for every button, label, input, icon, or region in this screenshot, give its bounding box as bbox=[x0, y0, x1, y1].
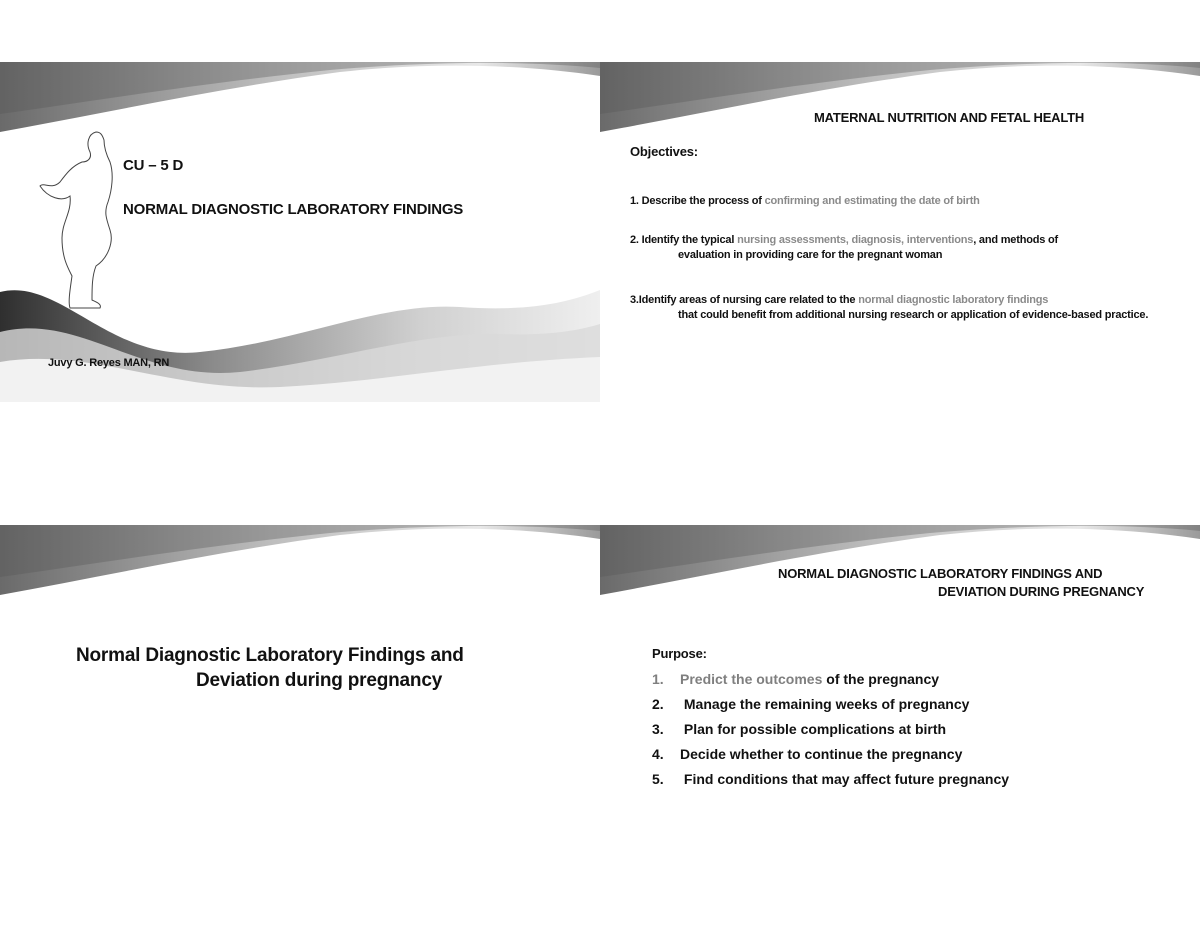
list-item bbox=[652, 744, 1009, 769]
objective-item bbox=[630, 233, 1190, 263]
list-number: 4. bbox=[652, 746, 664, 762]
slide-purpose bbox=[600, 525, 1200, 865]
author-name: Juvy G. Reyes MAN, RN bbox=[48, 357, 170, 369]
list-number: 1. bbox=[652, 671, 664, 687]
slide-title bbox=[0, 62, 600, 402]
list-text: of the pregnancy bbox=[822, 671, 940, 687]
objective-continuation: evaluation in providing care for the pregnant woman bbox=[678, 249, 943, 261]
objective-item bbox=[630, 194, 1190, 209]
objective-text: 1. Describe the process of bbox=[630, 195, 765, 207]
objective-text: , and methods of bbox=[973, 234, 1059, 246]
list-text: Plan for possible complications at birth bbox=[680, 721, 947, 737]
section-title-line: Deviation during pregnancy bbox=[196, 670, 443, 691]
list-text: Decide whether to continue the pregnancy bbox=[680, 746, 963, 762]
objective-highlight: confirming and estimating the date of birth bbox=[764, 195, 980, 207]
section-title-line: Normal Diagnostic Laboratory Findings and bbox=[76, 645, 464, 666]
pregnant-woman-silhouette-icon bbox=[40, 132, 112, 308]
objective-text: 3.Identify areas of nursing care related to the bbox=[630, 294, 859, 306]
objective-highlight: normal diagnostic laboratory findings bbox=[858, 294, 1049, 306]
list-item bbox=[652, 769, 1009, 794]
slide-header-line: NORMAL DIAGNOSTIC LABORATORY FINDINGS AND bbox=[778, 566, 1103, 581]
list-text: Find conditions that may affect future pregnancy bbox=[680, 771, 1010, 787]
slide-wave-background bbox=[0, 62, 600, 402]
objective-continuation: that could benefit from additional nursing research or application of evidence-based practice. bbox=[678, 309, 1149, 321]
purpose-list bbox=[652, 669, 1009, 794]
list-number: 2. bbox=[652, 696, 664, 712]
slide-header: MATERNAL NUTRITION AND FETAL HEALTH bbox=[814, 110, 1085, 125]
objective-highlight: nursing assessments, diagnosis, interventions bbox=[737, 234, 974, 246]
list-item bbox=[652, 694, 1009, 719]
slide-objectives bbox=[600, 62, 1200, 402]
objective-item bbox=[630, 293, 1190, 323]
list-number: 5. bbox=[652, 771, 664, 787]
slide-code: CU – 5 D bbox=[123, 157, 184, 174]
slide-section-title bbox=[0, 525, 600, 865]
slide-header-line: DEVIATION DURING PREGNANCY bbox=[938, 584, 1145, 599]
list-item bbox=[652, 669, 1009, 694]
list-text: Manage the remaining weeks of pregnancy bbox=[680, 696, 970, 712]
objectives-label: Objectives: bbox=[630, 144, 698, 159]
list-highlight: Predict the outcomes bbox=[680, 671, 823, 687]
slide-wave-background bbox=[0, 525, 600, 865]
purpose-label: Purpose: bbox=[652, 646, 707, 661]
list-number: 3. bbox=[652, 721, 664, 737]
list-item bbox=[652, 719, 1009, 744]
objective-text: 2. Identify the typical bbox=[630, 234, 738, 246]
slide-title-text: NORMAL DIAGNOSTIC LABORATORY FINDINGS bbox=[123, 201, 464, 218]
